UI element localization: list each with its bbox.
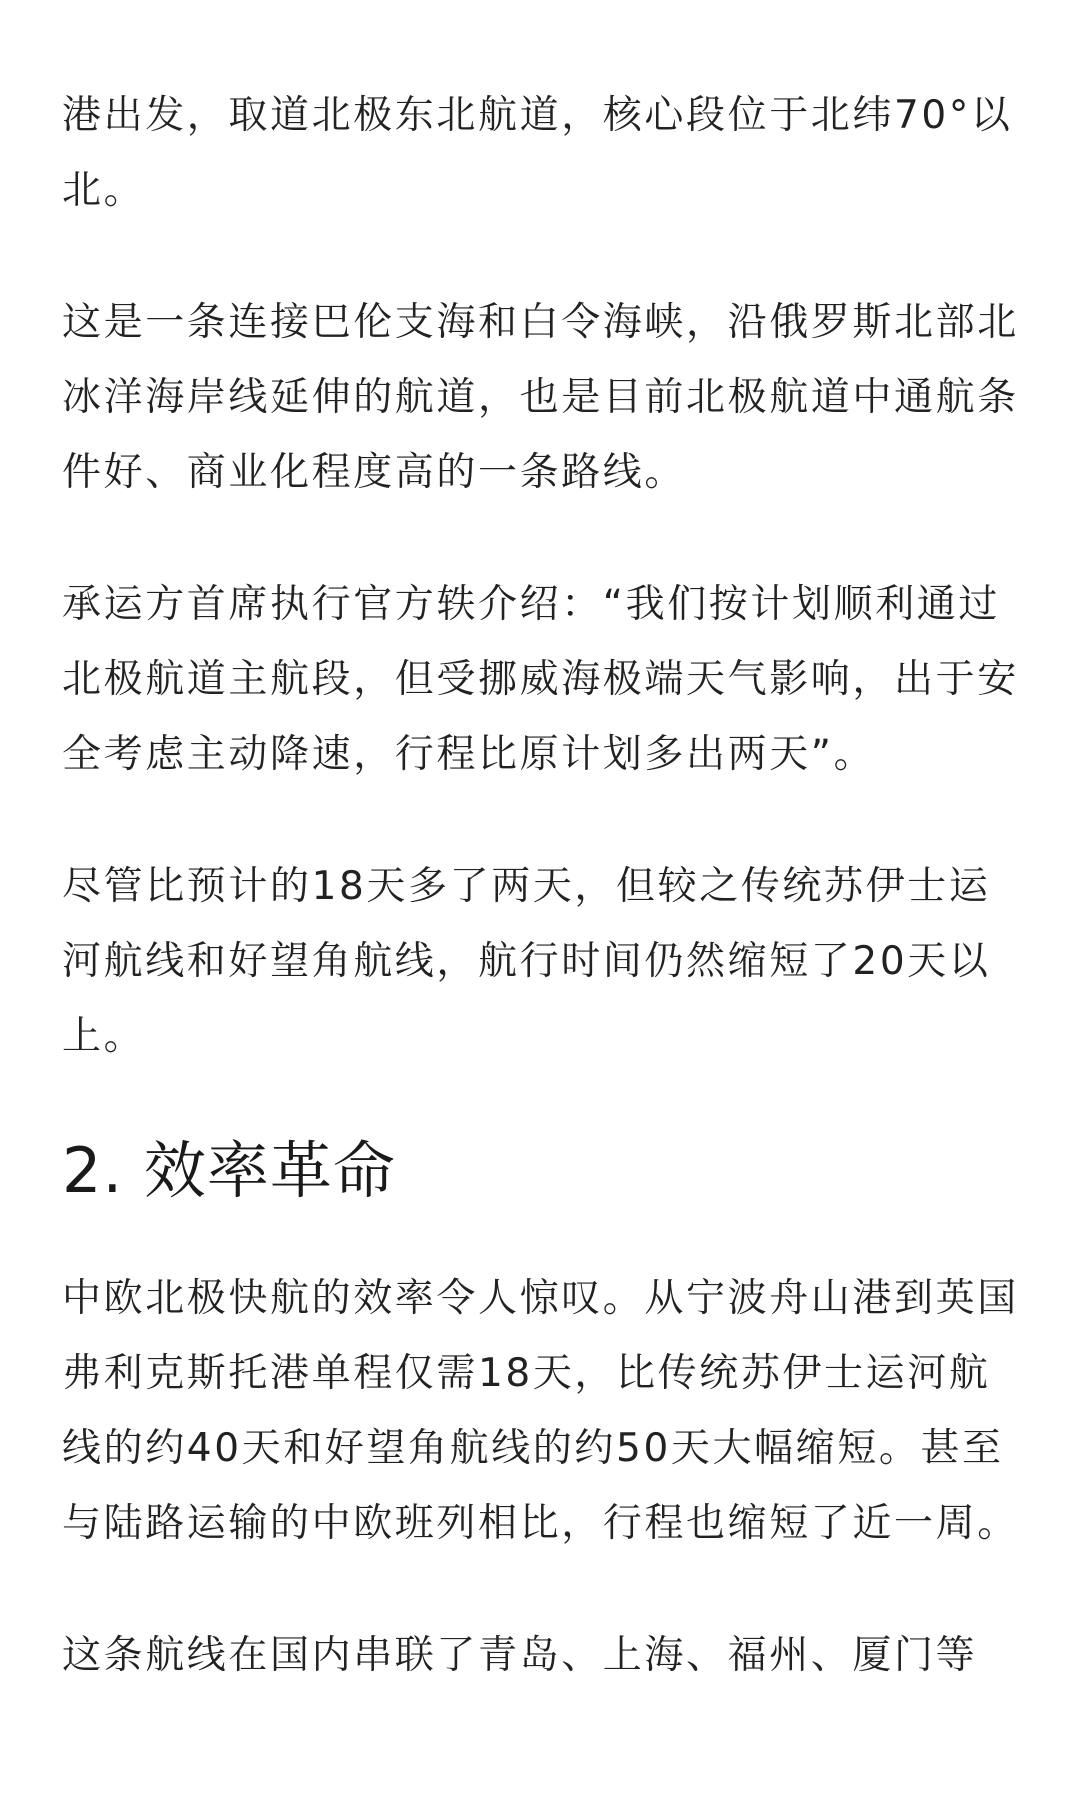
paragraph-domestic-ports: 这条航线在国内串联了青岛、上海、福州、厦门等: [62, 1633, 978, 1678]
paragraph-route-description: 这是一条连接巴伦支海和白令海峡，沿俄罗斯北部北冰洋海岸线延伸的航道，也是目前北极航道中通航条件好、商业化程度高的一条路线。: [62, 300, 1019, 495]
section-heading: 2. 效率革命: [62, 1134, 396, 1207]
paragraph-route-origin: 港出发，取道北极东北航道，核心段位于北纬70°以北。: [62, 93, 1013, 213]
paragraph-ceo-quote: 承运方首席执行官方轶介绍：“我们按计划顺利通过北极航道主航段，但受挪威海极端天气影响，出于安全考虑主动降速，行程比原计划多出两天”。: [62, 582, 1019, 777]
paragraph-time-saving: 尽管比预计的18天多了两天，但较之传统苏伊士运河航线和好望角航线，航行时间仍然缩短了20天以上。: [62, 864, 991, 1059]
article-body: [62, 78, 1022, 1750]
paragraph-efficiency: 中欧北极快航的效率令人惊叹。从宁波舟山港到英国弗利克斯托港单程仅需18天，比传统苏伊士运河航线的约40天和好望角航线的约50天大幅缩短。甚至与陆路运输的中欧班列相比，行程也缩短了近一周。: [62, 1276, 1019, 1546]
